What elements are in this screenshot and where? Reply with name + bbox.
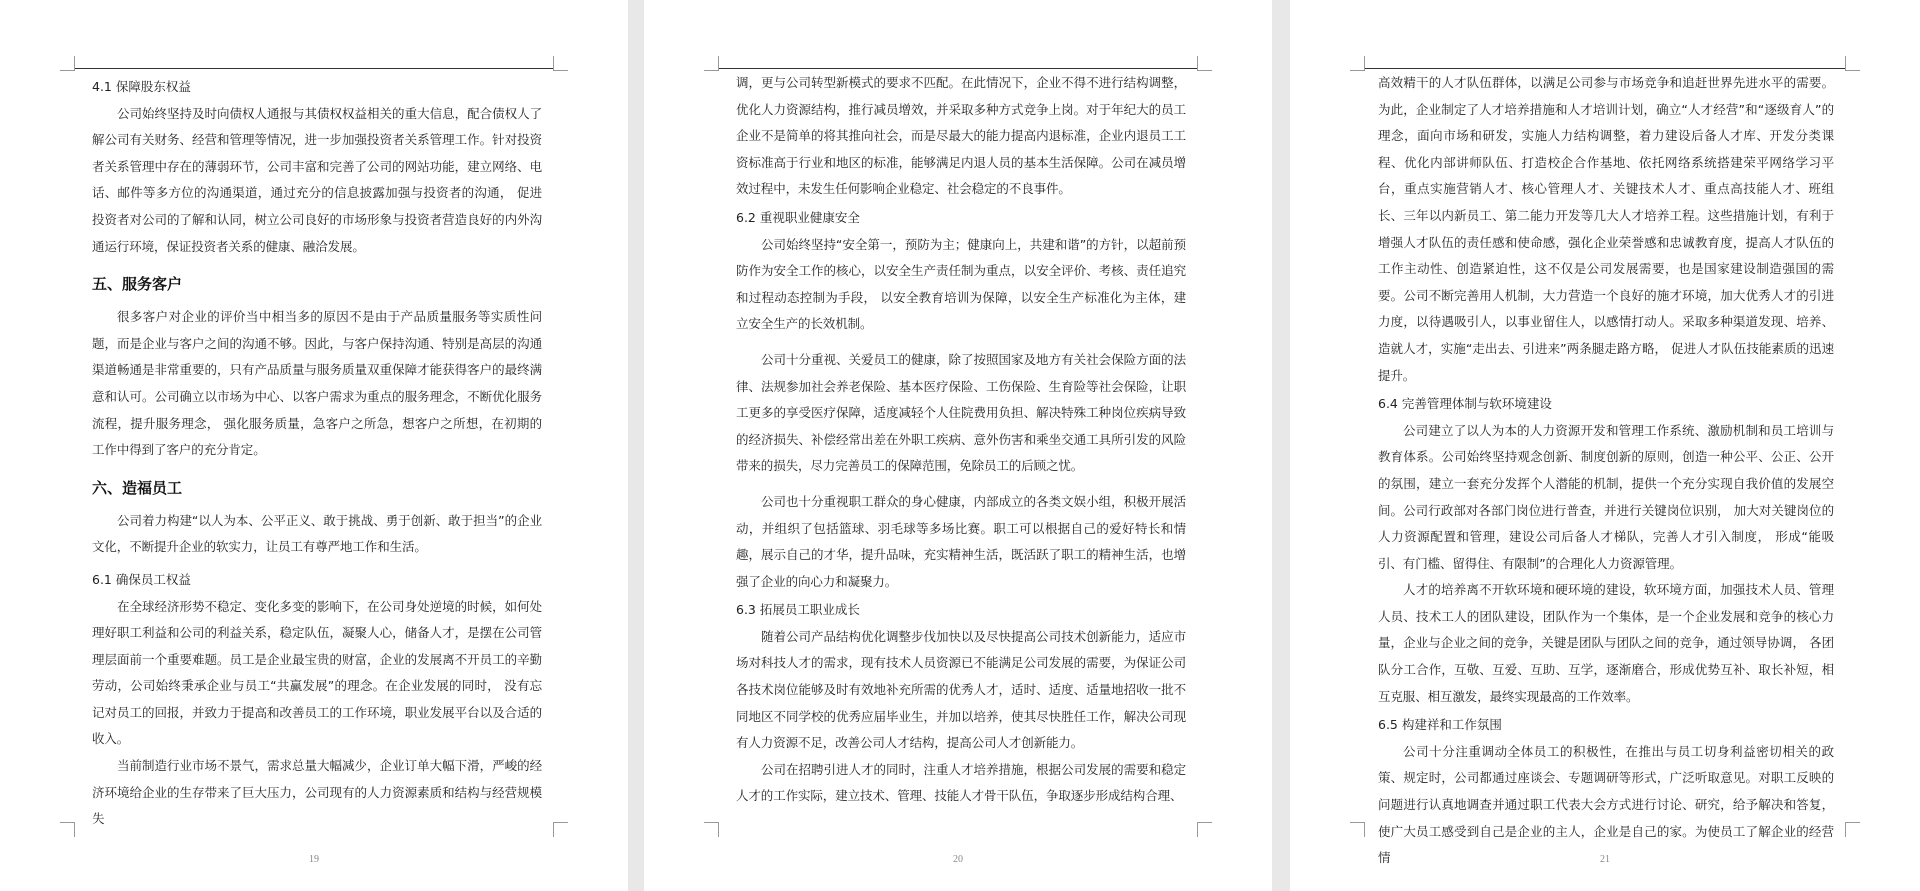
paragraph: 很多客户对企业的评价当中相当多的原因不是由于产品质量服务等实质性问题，而是企业与客户之间的沟通不够。因此，与客户保持沟通、特别是高层的沟通渠道畅通是非常重要的，只有产品质量与服务质量双重保障才能获得客户的最终满意和认可。公司确立以市场为中心、以客户需求为重点的服务理念，不断优化服务流程，提升服务理念， 强化服务质量，急客户之所急，想客户之所想，在初期的工作中得到了客户的充分肯定。 — [92, 309, 542, 458]
chapter-heading: 六、造福员工 — [92, 478, 183, 497]
page-number: 20 — [953, 854, 963, 865]
page-number: 19 — [309, 854, 319, 865]
document-page-21 — [1290, 0, 1920, 891]
paragraph: 在全球经济形势不稳定、变化多变的影响下，在公司身处逆境的时候，如何处理好职工利益和公司的利益关系，稳定队伍，凝聚人心，储备人才，是摆在公司管理层面前一个重要难题。员工是企业最宝贵的财富，企业的发展离不开员工的辛勤劳动，公司始终秉承企业与员工“共赢发展”的理念。在企业发展的同时， 没有忘记对员工的回报，并致力于提高和改善员工的工作环境，职业发展平台以及合适的收入。 — [92, 598, 542, 747]
page-number: 21 — [1600, 854, 1610, 865]
page-content — [736, 70, 1186, 810]
page-content — [92, 72, 542, 833]
section-heading: 6.4 完善管理体制与软环境建设 — [1378, 396, 1552, 412]
paragraph: 公司着力构建“以人为本、公平正义、敢于挑战、勇于创新、敢于担当”的企业文化，不断提升企业的软实力，让员工有尊严地工作和生活。 — [92, 512, 542, 555]
paragraph: 公司始终坚持及时向债权人通报与其债权权益相关的重大信息，配合债权人了解公司有关财务、经营和管理等情况，进一步加强投资者关系管理工作。针对投资者关系管理中存在的薄弱环节，公司丰富和完善了公司的网站功能，建立网络、电话、邮件等多方位的沟通渠道，通过充分的信息披露加强与投资者的沟通， 促进投资者对公司的了解和认同，树立公司良好的市场形象与投资者营造良好的内外沟通运行环境，保证投资者关系的健康、融洽发展。 — [92, 105, 542, 254]
crop-mark — [1350, 822, 1365, 837]
section-heading: 6.1 确保员工权益 — [92, 571, 191, 587]
crop-mark — [60, 822, 75, 837]
page-content — [1378, 70, 1834, 872]
paragraph: 随着公司产品结构优化调整步伐加快以及尽快提高公司技术创新能力，适应市场对科技人才的需求，现有技术人员资源已不能满足公司发展的需要，为保证公司各技术岗位能够及时有效地补充所需的优秀人才，适时、适度、适量地招收一批不同地区不同学校的优秀应届毕业生，并加以培养，使其尽快胜任工作，解决公司现有人力资源不足，改善公司人才结构，提高公司人才创新能力。 — [736, 628, 1186, 751]
crop-mark — [704, 822, 719, 837]
document-page-20 — [644, 0, 1272, 891]
crop-mark — [553, 56, 568, 71]
paragraph: 公司十分注重调动全体员工的积极性，在推出与员工切身利益密切相关的政策、规定时，公司都通过座谈会、专题调研等形式，广泛听取意见。对职工反映的问题进行认真地调查并通过职工代表大会方式进行讨论、研究，给予解决和答复，使广大员工感受到自己是企业的主人，企业是自己的家。为使员工了解企业的经营情 — [1378, 743, 1834, 866]
paragraph: 调，更与公司转型新模式的要求不匹配。在此情况下，企业不得不进行结构调整，优化人力资源结构，推行减员增效，并采取多种方式竞争上岗。对于年纪大的员工企业不是简单的将其推向社会，而是尽最大的能力提高内退标准，企业内退员工工资标准高于行业和地区的标准，能够满足内退人员的基本生活保障。公司在减员增效过程中，未发生任何影响企业稳定、社会稳定的不良事件。 — [736, 75, 1186, 197]
header-rule — [74, 68, 554, 69]
section-heading: 6.5 构建祥和工作氛围 — [1378, 717, 1502, 733]
paragraph: 当前制造行业市场不景气，需求总量大幅减少，企业订单大幅下滑，严峻的经济环境给企业的生存带来了巨大压力，公司现有的人力资源素质和结构与经营规模失 — [92, 758, 542, 827]
paragraph: 公司在招聘引进人才的同时，注重人才培养措施，根据公司发展的需要和稳定人才的工作实际，建立技术、管理、技能人才骨干队伍，争取逐步形成结构合理、 — [736, 761, 1186, 804]
header-rule — [1364, 68, 1846, 69]
crop-mark — [1197, 56, 1212, 71]
crop-mark — [1197, 822, 1212, 837]
crop-mark — [1350, 56, 1365, 71]
crop-mark — [60, 56, 75, 71]
paragraph: 公司十分重视、关爱员工的健康，除了按照国家及地方有关社会保险方面的法律、法规参加社会养老保险、基本医疗保险、工伤保险、生育险等社会保险，让职工更多的享受医疗保障，适度减轻个人住院费用负担、解决特殊工种岗位疾病导致的经济损失、补偿经常出差在外职工疾病、意外伤害和乘坐交通工具所引发的风险带来的损失，尽力完善员工的保障范围，免除员工的后顾之忧。 — [736, 351, 1186, 474]
paragraph: 公司始终坚持“安全第一，预防为主；健康向上，共建和谐”的方针，以超前预防作为安全工作的核心，以安全生产责任制为重点，以安全评价、考核、责任追究和过程动态控制为手段， 以安全教育培训为保障，以安全生产标准化为主体，建立安全生产的长效机制。 — [736, 236, 1186, 332]
section-heading: 6.2 重视职业健康安全 — [736, 209, 860, 225]
header-rule — [718, 68, 1198, 69]
document-page-19 — [0, 0, 628, 891]
section-heading: 6.3 拓展员工职业成长 — [736, 602, 860, 618]
crop-mark — [1845, 822, 1860, 837]
paragraph: 人才的培养离不开软环境和硬环境的建设，软环境方面，加强技术人员、管理人员、技术工人的团队建设，团队作为一个集体，是一个企业发展和竞争的核心力量，企业与企业之间的竞争，关键是团队与团队之间的竞争，通过领导协调， 各团队分工合作，互敬、互爱、互助、互学，逐渐磨合，形成优势互补、取长补短，相互克服、相互激发，最终实现最高的工作效率。 — [1378, 582, 1834, 704]
paragraph: 高效精干的人才队伍群体，以满足公司参与市场竞争和追赶世界先进水平的需要。为此，企业制定了人才培养措施和人才培训计划，确立“人才经营”和“逐级育人”的理念，面向市场和研发，实施人力结构调整，着力建设后备人才库、开发分类课程、优化内部讲师队伍、打造校企合作基地、依托网络系统搭建荣平网络学习平台，重点实施营销人才、核心管理人才、关键技术人才、重点高技能人才、班组长、三年以内新员工、第二能力开发等几大人才培养工程。这些措施计划，有利于增强人才队伍的责任感和使命感，强化企业荣誉感和忠诚教育度，提高人才队伍的工作主动性、创造紧迫性，这不仅是公司发展需要，也是国家建设制造强国的需要。公司不断完善用人机制，大力营造一个良好的施才环境，加大优秀人才的引进力度，以待遇吸引人，以事业留住人，以感情打动人。采取多种渠道发现、培养、造就人才，实施“走出去、引进来”两条腿走路方略， 促进人才队伍技能素质的迅速提升。 — [1378, 75, 1834, 383]
crop-mark — [704, 56, 719, 71]
crop-mark — [553, 822, 568, 837]
paragraph: 公司建立了以人为本的人力资源开发和管理工作系统、激励机制和员工培训与教育体系。公司始终坚持观念创新、制度创新的原则，创造一种公平、公正、公开的氛围，建立一套充分发挥个人潜能的机制，提供一个充分实现自我价值的发展空间。公司行政部对各部门岗位进行普查，并进行关键岗位识别， 加大对关键岗位的人力资源配置和管理，建设公司后备人才梯队，完善人才引入制度， 形成“能吸引、有门槛、留得住、有限制”的合理化人力资源管理。 — [1378, 422, 1834, 571]
section-heading: 4.1 保障股东权益 — [92, 79, 191, 94]
chapter-heading: 五、服务客户 — [92, 275, 183, 294]
paragraph: 公司也十分重视职工群众的身心健康，内部成立的各类文娱小组，积极开展活动，并组织了包括篮球、羽毛球等多场比赛。职工可以根据自己的爱好特长和情趣，展示自己的才华，提升品味，充实精神生活，既活跃了职工的精神生活，也增强了企业的向心力和凝聚力。 — [736, 493, 1186, 589]
crop-mark — [1845, 56, 1860, 71]
